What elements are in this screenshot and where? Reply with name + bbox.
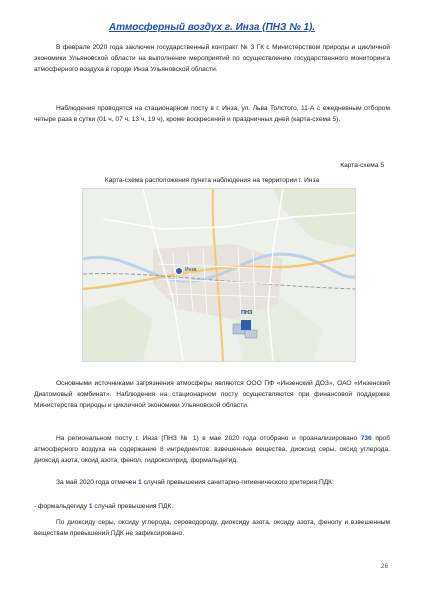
paragraph-sources [34,378,390,412]
paragraph-exceedances [34,477,390,488]
paragraph-sources-text: Основными источниками загрязнения атмосферы являются ООО ПФ «Инзенский ДОЗ», ОАО «Инзенский Диатомовый комбинат». Наблюдения на стационарном посту осуществляются при финансовой поддержке Министерства природы и цикличной экономики Ульяновской области. [34,380,390,410]
paragraph-samples [34,433,390,467]
pnz-marker [241,320,251,330]
bullet-text-start: - формальдегиду [34,503,88,510]
page-number: 26 [380,563,388,570]
samples-text-start: На региональном посту г. Инза (ПНЗ № 1) в мае 2020 года отобрано и проанализировано [56,435,358,442]
map-label-pnz: ПНЗ [241,310,253,316]
paragraph-contract-text: В феврале 2020 года заключен государственный контракт № 3 ГК с Министерством природы и цикличной экономики Ульяновской области на выполнение мероприятий по осуществлению государственного мониторинга атмосферного воздуха в городе Инза Ульяновской области. [34,44,390,74]
samples-count: 736 [360,435,372,442]
bullet-text-end: случай превышения ПДК. [94,503,174,510]
paragraph-observations-text: Наблюдения проводятся на стационарном посту в г. Инза, ул. Льва Толстого, 11-А с ежедневным отбором четыре раза в сутки (01 ч, 07 ч, 13 ч, 19 ч), кроме воскресений и праздничных дней (карта-схема 5). [34,105,390,124]
map-label-inza: Инза [185,267,197,273]
city-map-graphic [83,189,355,361]
exceed-text-start: За май 2020 года отмечен [56,479,137,486]
city-pin-icon [176,268,183,275]
paragraph-no-exceedances-text: По диоксиду серы, оксиду углерода, сероводороду, диоксиду азота, оксиду азота, фенолу и взвешенным веществам превышений ПДК не зафиксировано. [34,519,390,538]
exceed-count: 1 [137,479,142,486]
exceed-text-end: случай превышения санитарно-гигиенического критерия ПДК: [143,479,334,486]
paragraph-observations [34,103,390,125]
page-title: Атмосферный воздух г. Инза (ПНЗ № 1). [108,22,316,33]
samples-text-end: проб атмосферного воздуха на содержание 8 ингредиентов: взвешенные вещества, диоксид серы, оксид углерода, диоксид азота, оксид азота, фенол, гидроксилрид, формальдегид. [34,435,390,465]
paragraph-no-exceedances [34,517,390,539]
scheme-label: Карта-схема 5 [340,162,384,169]
bullet-count: 1 [88,503,93,510]
city-map [82,188,356,362]
bullet-formaldehyde [34,501,390,512]
paragraph-contract [34,42,390,76]
map-caption: Карта-схема расположения пункта наблюдения на территории г. Инза [104,177,320,184]
